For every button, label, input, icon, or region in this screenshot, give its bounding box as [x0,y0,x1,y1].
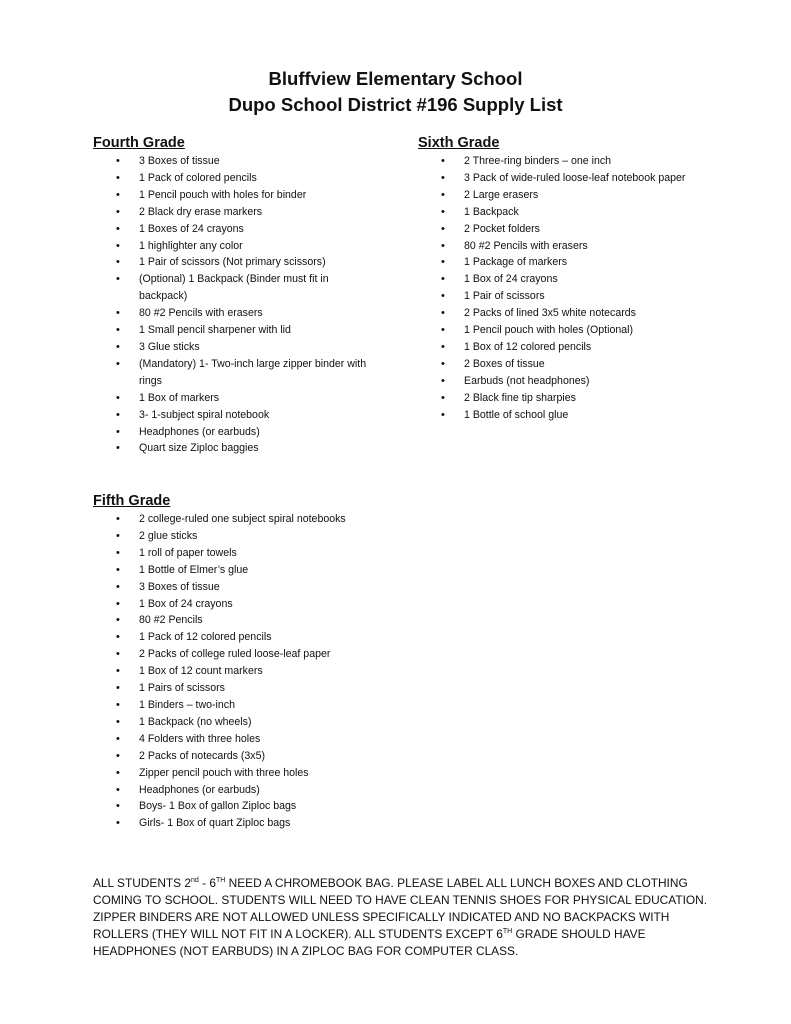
list-item: • 1 Box of 24 crayons [93,596,393,613]
school-name: Bluffview Elementary School [268,68,523,89]
list-item: • 1 Bottle of Elmer’s glue [93,562,393,579]
list-item: • 2 college-ruled one subject spiral notebooks [93,511,393,528]
list-item: • 4 Folders with three holes [93,731,393,748]
list-item: • 1 Backpack (no wheels) [93,714,393,731]
list-item: • 1 Box of 12 count markers [93,663,393,680]
general-notice: ALL STUDENTS 2nd - 6TH NEED A CHROMEBOOK BAG. PLEASE LABEL ALL LUNCH BOXES AND CLOTHING COMING TO SCHOOL. STUDENTS WILL NEED TO HAVE CLEAN TENNIS SHOES FOR PHYSICAL EDUCATION. ZIPPER BINDERS ARE NOT ALLOWED UNLESS SPECIFICALLY INDICATED AND NO BACKPACKS WITH ROLLERS (THEY WILL NOT FIT IN A LOCKER). ALL STUDENTS EXCEPT 6TH GRADE SHOULD HAVE HEADPHONES (NOT EARBUDS) IN A ZIPLOC BAG FOR COMPUTER CLASS. [93,876,708,958]
list-item: • 1 Package of markers [418,254,718,271]
list-item: • 1 Pack of colored pencils [93,170,373,187]
list-item: • 1 Boxes of 24 crayons [93,221,373,238]
list-item: • 2 Packs of notecards (3x5) [93,748,393,765]
fourth-grade-section [93,135,373,457]
list-item: • 1 Pack of 12 colored pencils [93,629,393,646]
list-item: • 2 Three-ring binders – one inch [418,153,718,170]
fourth-grade-heading: Fourth Grade [93,135,185,151]
list-item: • 2 glue sticks [93,528,393,545]
list-item: • 2 Black fine tip sharpies [418,390,718,407]
sixth-grade-list [418,153,718,424]
list-item: • 1 Box of markers [93,390,373,407]
list-item: • 1 Backpack [418,204,718,221]
list-item: • Zipper pencil pouch with three holes [93,765,393,782]
list-item: • (Optional) 1 Backpack (Binder must fit in backpack) [93,271,373,305]
list-item: • 1 Box of 24 crayons [418,271,718,288]
list-item: • 1 Binders – two-inch [93,697,393,714]
list-item: • 3 Boxes of tissue [93,579,393,596]
list-item: • 80 #2 Pencils with erasers [93,305,373,322]
list-item: • 80 #2 Pencils with erasers [418,238,718,255]
list-item: • 2 Packs of lined 3x5 white notecards [418,305,718,322]
document-title [0,66,791,118]
list-item: • 3 Boxes of tissue [93,153,373,170]
list-item: • Boys- 1 Box of gallon Ziploc bags [93,798,393,815]
list-item: • 1 Small pencil sharpener with lid [93,322,373,339]
list-item: • 3- 1-subject spiral notebook [93,407,373,424]
list-item: • 1 Pencil pouch with holes for binder [93,187,373,204]
sixth-grade-section [418,135,718,424]
list-item: • Girls- 1 Box of quart Ziploc bags [93,815,393,832]
list-item: • 3 Glue sticks [93,339,373,356]
list-item: • 2 Packs of college ruled loose-leaf paper [93,646,393,663]
list-item: • 2 Pocket folders [418,221,718,238]
list-item: • 1 Pairs of scissors [93,680,393,697]
list-item: • 1 Box of 12 colored pencils [418,339,718,356]
list-item: • 1 roll of paper towels [93,545,393,562]
sixth-grade-heading: Sixth Grade [418,135,500,151]
supply-list-title: Dupo School District #196 Supply List [228,94,563,115]
fifth-grade-heading: Fifth Grade [93,493,171,509]
list-item: • 3 Pack of wide-ruled loose-leaf notebook paper [418,170,718,187]
fifth-grade-list [93,511,393,832]
fifth-grade-section [93,493,393,832]
list-item: • 80 #2 Pencils [93,612,393,629]
list-item: • 2 Black dry erase markers [93,204,373,221]
fourth-grade-list [93,153,373,457]
list-item: • Quart size Ziploc baggies [93,440,373,457]
list-item: • 1 Bottle of school glue [418,407,718,424]
list-item: • 1 Pair of scissors [418,288,718,305]
list-item: • 1 Pencil pouch with holes (Optional) [418,322,718,339]
list-item: • Earbuds (not headphones) [418,373,718,390]
list-item: • Headphones (or earbuds) [93,782,393,799]
list-item: • 1 highlighter any color [93,238,373,255]
list-item: • 1 Pair of scissors (Not primary scissors) [93,254,373,271]
list-item: • Headphones (or earbuds) [93,424,373,441]
list-item: • (Mandatory) 1- Two-inch large zipper binder with rings [93,356,373,390]
list-item: • 2 Boxes of tissue [418,356,718,373]
list-item: • 2 Large erasers [418,187,718,204]
